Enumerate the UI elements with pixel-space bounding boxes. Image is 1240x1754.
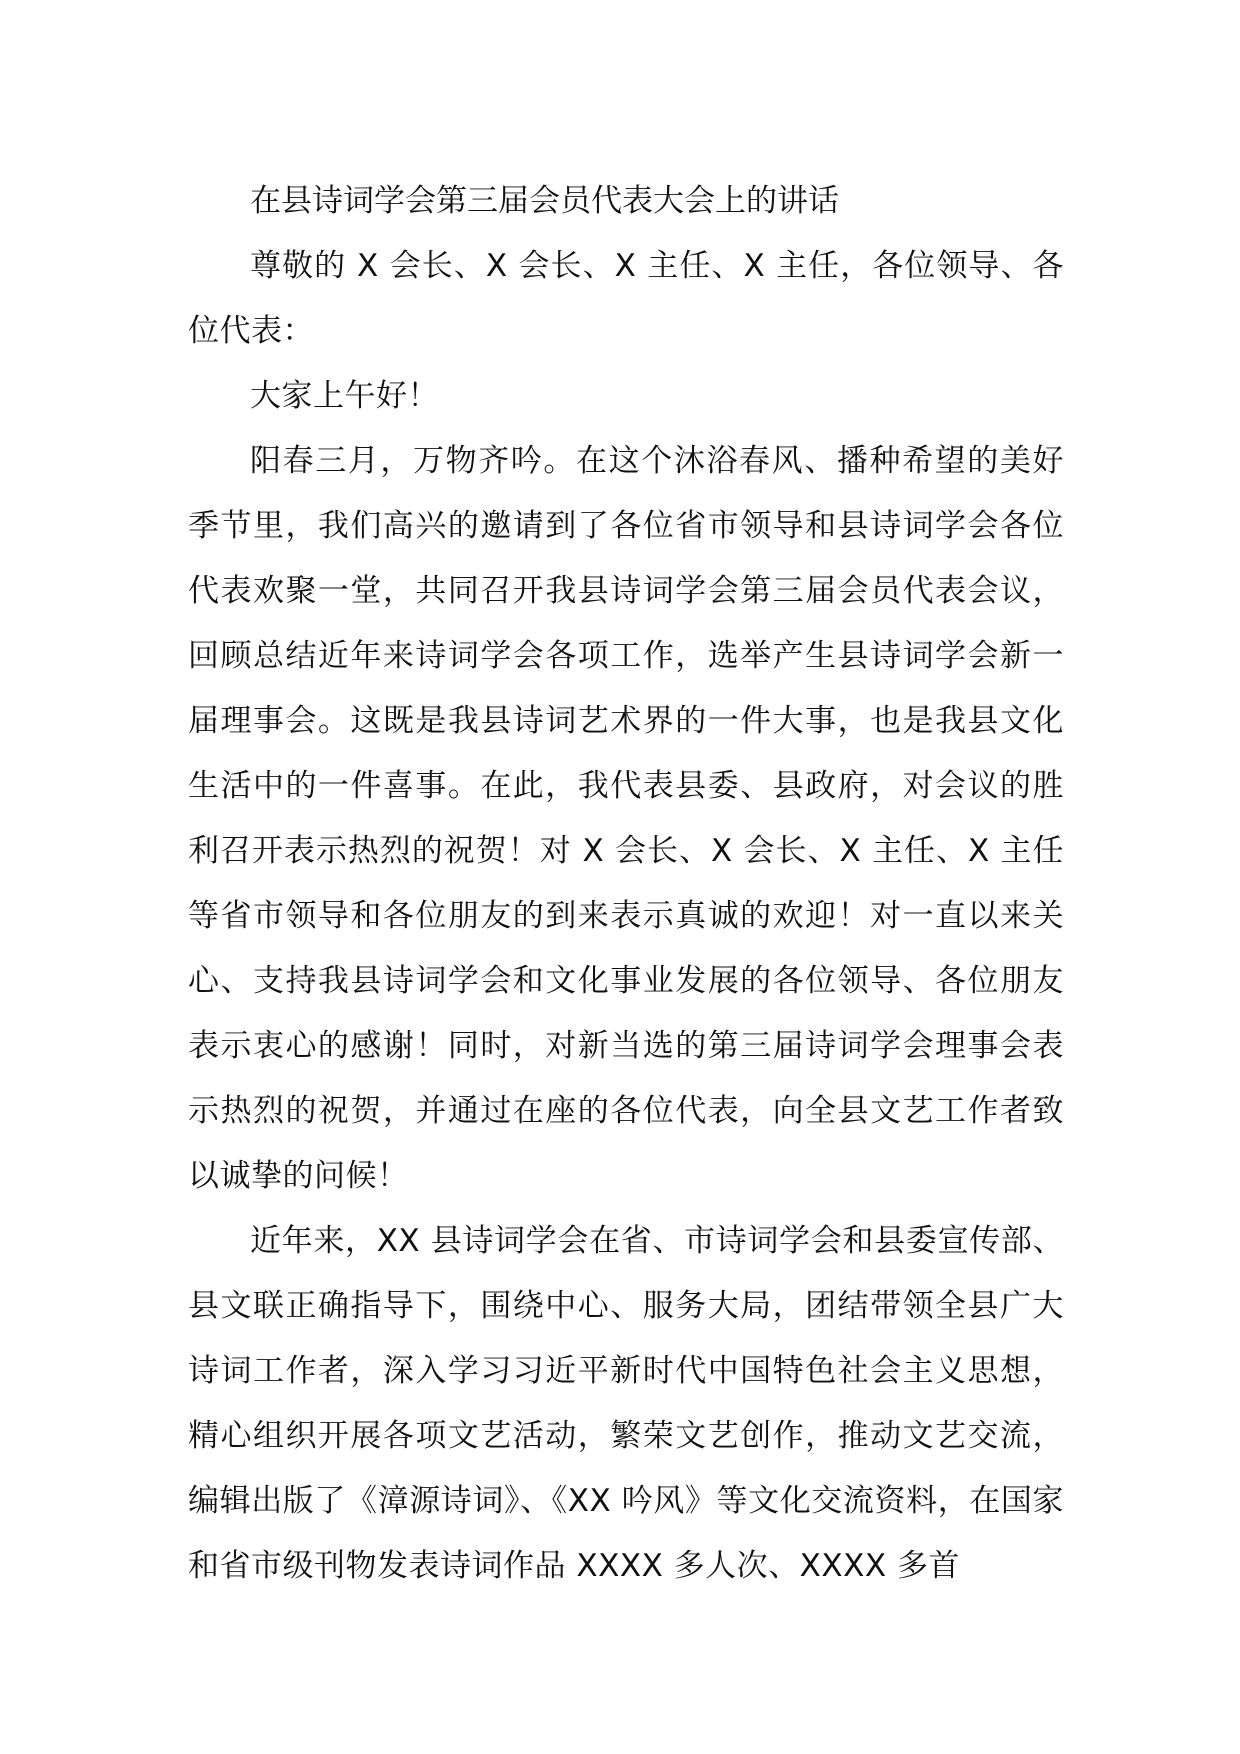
- salutation: 尊敬的 X 会长、X 会长、X 主任、X 主任，各位领导、各位代表：: [188, 248, 1064, 349]
- document-body: [188, 169, 1064, 1599]
- body-paragraph-1: 阳春三月，万物齐吟。在这个沐浴春风、播种希望的美好季节里，我们高兴的邀请到了各位省市领导和县诗词学会各位代表欢聚一堂，共同召开我县诗词学会第三届会员代表会议，回顾总结近年来诗词学会各项工作，选举产生县诗词学会新一届理事会。这既是我县诗词艺术界的一件大事，也是我县文化生活中的一件喜事。在此，我代表县委、县政府，对会议的胜利召开表示热烈的祝贺！对 X 会长、X 会长、X 主任、X 主任等省市领导和各位朋友的到来表示真诚的欢迎！对一直以来关心、支持我县诗词学会和文化事业发展的各位领导、各位朋友表示衷心的感谢！同时，对新当选的第三届诗词学会理事会表示热烈的祝贺，并通过在座的各位代表，向全县文艺工作者致以诚挚的问候！: [188, 443, 1064, 1194]
- body-paragraph-2: 近年来，XX 县诗词学会在省、市诗词学会和县委宣传部、县文联正确指导下，围绕中心、服务大局，团结带领全县广大诗词工作者，深入学习习近平新时代中国特色社会主义思想，精心组织开展各项文艺活动，繁荣文艺创作，推动文艺交流，编辑出版了《漳源诗词》、《XX 吟风》等文化交流资料，在国家和省市级刊物发表诗词作品 XXXX 多人次、XXXX 多首: [188, 1223, 1064, 1584]
- greeting: 大家上午好！: [250, 378, 439, 414]
- speech-title: 在县诗词学会第三届会员代表大会上的讲话: [250, 183, 839, 219]
